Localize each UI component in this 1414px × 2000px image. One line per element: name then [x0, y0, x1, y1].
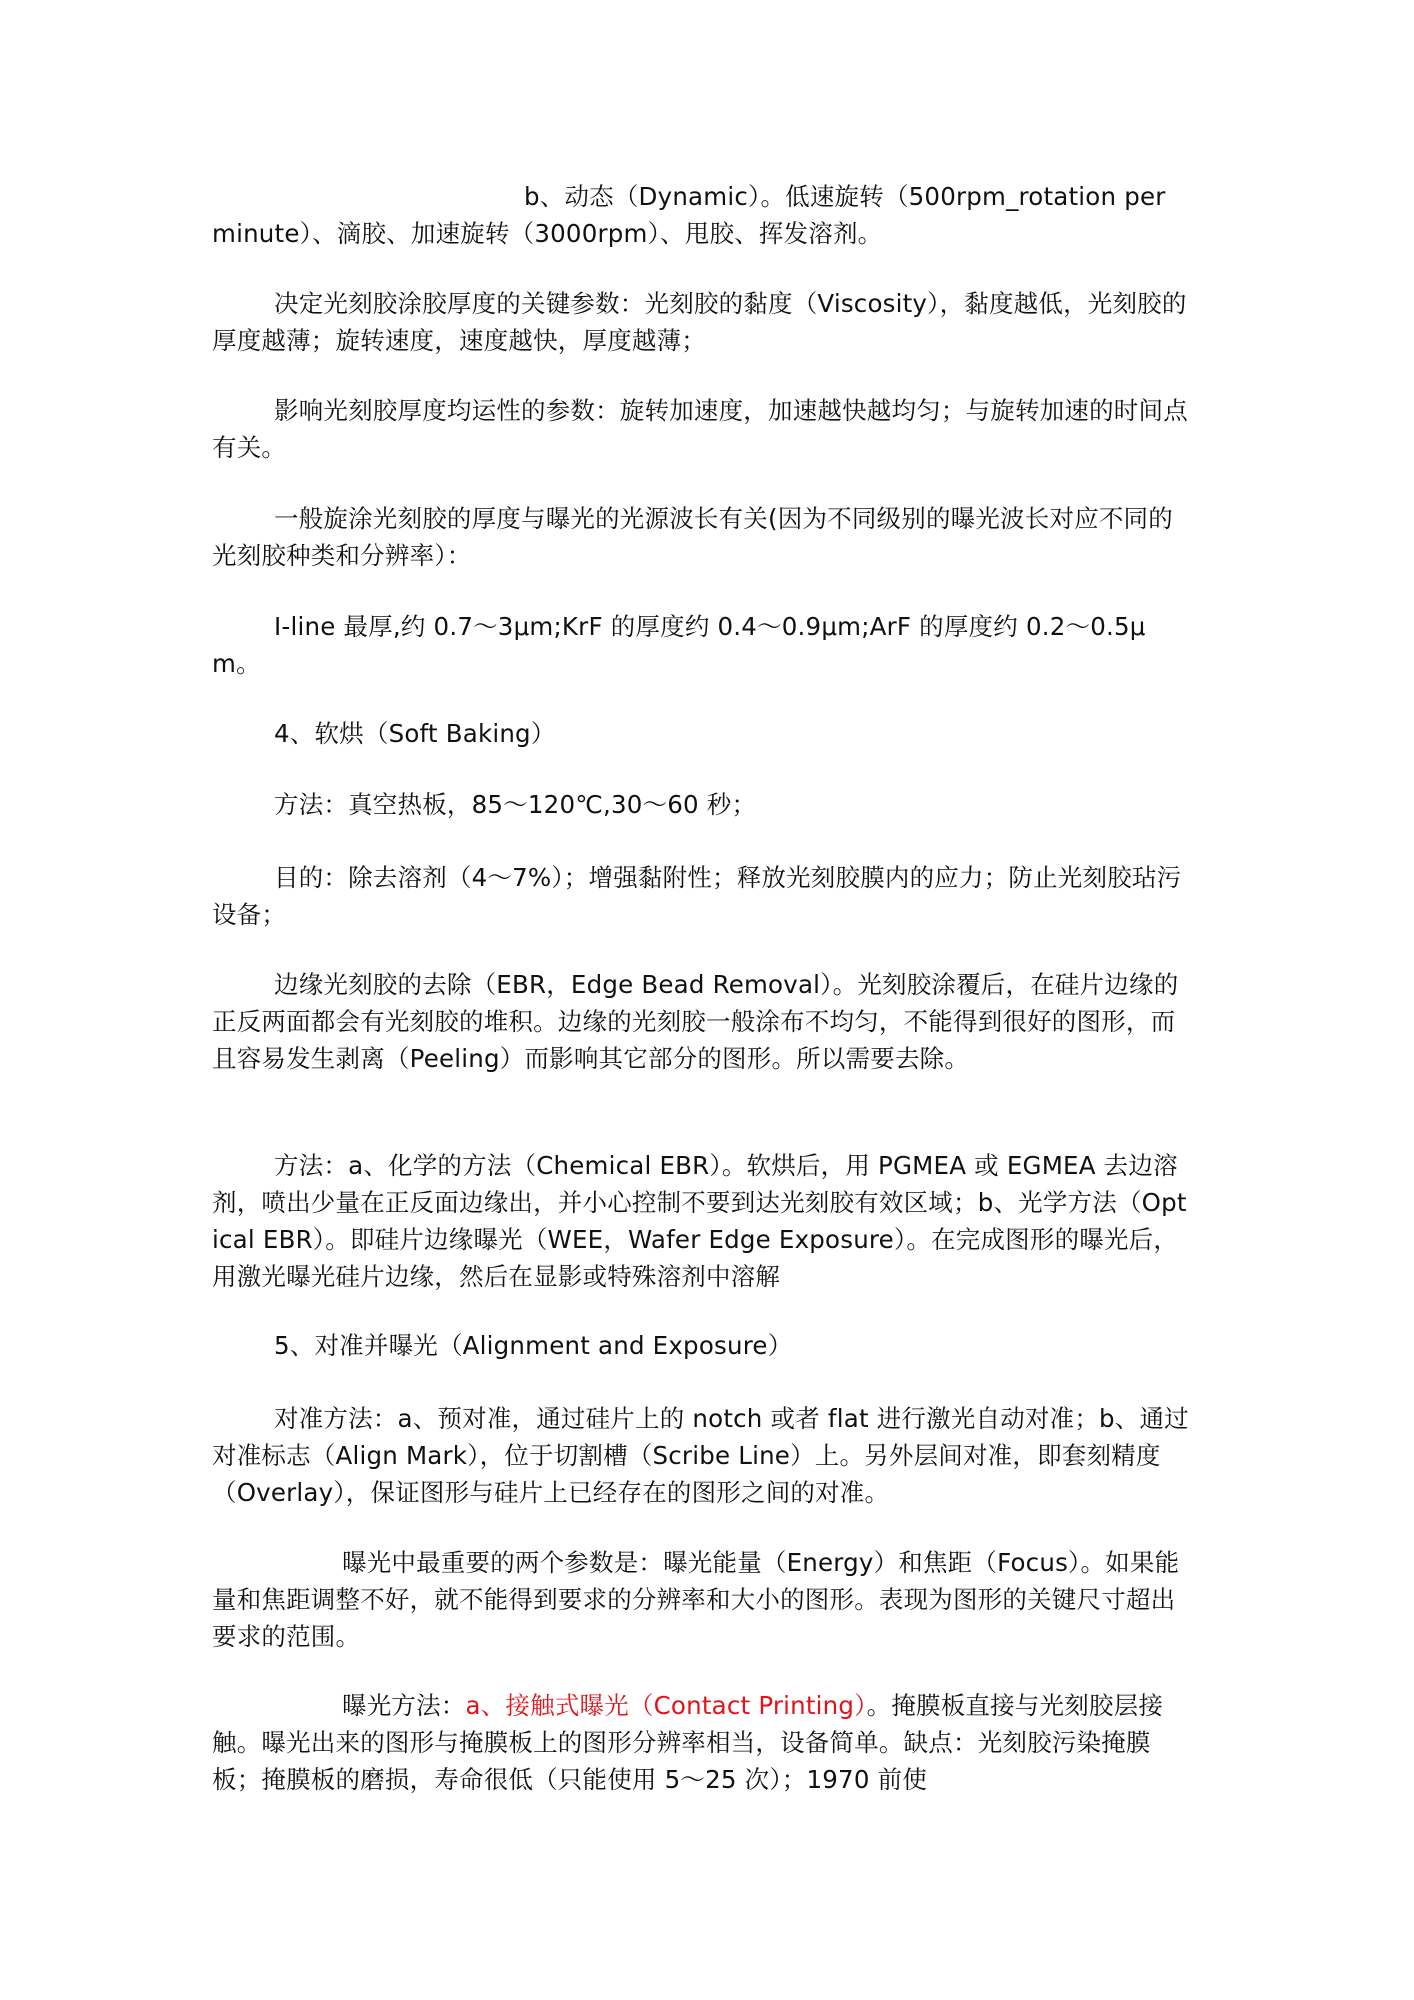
paragraph-exposure-params: 曝光中最重要的两个参数是：曝光能量（Energy）和焦距（Focus）。如果能量和焦距调整不好，就不能得到要求的分辨率和大小的图形。表现为图形的关键尺寸超出要求的范围。 — [212, 1548, 1180, 1651]
paragraph-exposure-method — [212, 1687, 1192, 1798]
paragraph-alignment-method: 对准方法：a、预对准，通过硅片上的 notch 或者 flat 进行激光自动对准；b、通过对准标志（Align Mark），位于切割槽（Scribe Line）上。另外层间对准，即套刻精度（Overlay），保证图形与硅片上已经存在的图形之间的对准。 — [212, 1404, 1189, 1507]
exposure-method-text: 。掩膜板直接与光刻胶层接触。曝光出来的图形与掩膜板上的图形分辨率相当，设备简单。缺点：光刻胶污染掩膜板；掩膜板的磨损，寿命很低（只能使用 5～25 次）；1970 前使 — [212, 1691, 1164, 1794]
heading-alignment-exposure: 5、对准并曝光（Alignment and Exposure） — [274, 1331, 793, 1360]
paragraph-soft-bake-purpose: 目的：除去溶剂（4～7%）；增强黏附性；释放光刻胶膜内的应力；防止光刻胶玷污设备； — [212, 863, 1182, 929]
paragraph-ebr: 边缘光刻胶的去除（EBR，Edge Bead Removal）。光刻胶涂覆后，在硅片边缘的正反两面都会有光刻胶的堆积。边缘的光刻胶一般涂布不均匀，不能得到很好的图形，而且容易发生剥离（Peeling）而影响其它部分的图形。所以需要去除。 — [212, 970, 1179, 1073]
paragraph-ebr-method: 方法：a、化学的方法（Chemical EBR）。软烘后，用 PGMEA 或 EGMEA 去边溶剂，喷出少量在正反面边缘出，并小心控制不要到达光刻胶有效区域；b、光学方法（Optical EBR）。即硅片边缘曝光（WEE，Wafer Edge Exposure）。在完成图形的曝光后，用激光曝光硅片边缘，然后在显影或特殊溶剂中溶解 — [212, 1151, 1187, 1291]
paragraph-wavelength: 一般旋涂光刻胶的厚度与曝光的光源波长有关(因为不同级别的曝光波长对应不同的光刻胶种类和分辨率）： — [212, 504, 1173, 570]
paragraph-uniformity-params: 影响光刻胶厚度均运性的参数：旋转加速度，加速越快越均匀；与旋转加速的时间点有关。 — [212, 396, 1188, 462]
exposure-method-label: 曝光方法： — [342, 1691, 466, 1720]
paragraph-spin-dynamic: b、动态（Dynamic）。低速旋转（500rpm_rotation per minute）、滴胶、加速旋转（3000rpm）、甩胶、挥发溶剂。 — [212, 182, 1166, 248]
paragraph-thickness-values: I-line 最厚,约 0.7～3μm;KrF 的厚度约 0.4～0.9μm;ArF 的厚度约 0.2～0.5μm。 — [212, 612, 1146, 678]
heading-soft-baking: 4、软烘（Soft Baking） — [274, 719, 556, 748]
paragraph-thickness-params: 决定光刻胶涂胶厚度的关键参数：光刻胶的黏度（Viscosity），黏度越低，光刻胶的厚度越薄；旋转速度，速度越快，厚度越薄； — [212, 289, 1187, 355]
contact-printing-highlight: a、接触式曝光（Contact Printing） — [465, 1691, 867, 1720]
paragraph-soft-bake-method: 方法：真空热板，85～120℃,30～60 秒； — [274, 790, 757, 819]
